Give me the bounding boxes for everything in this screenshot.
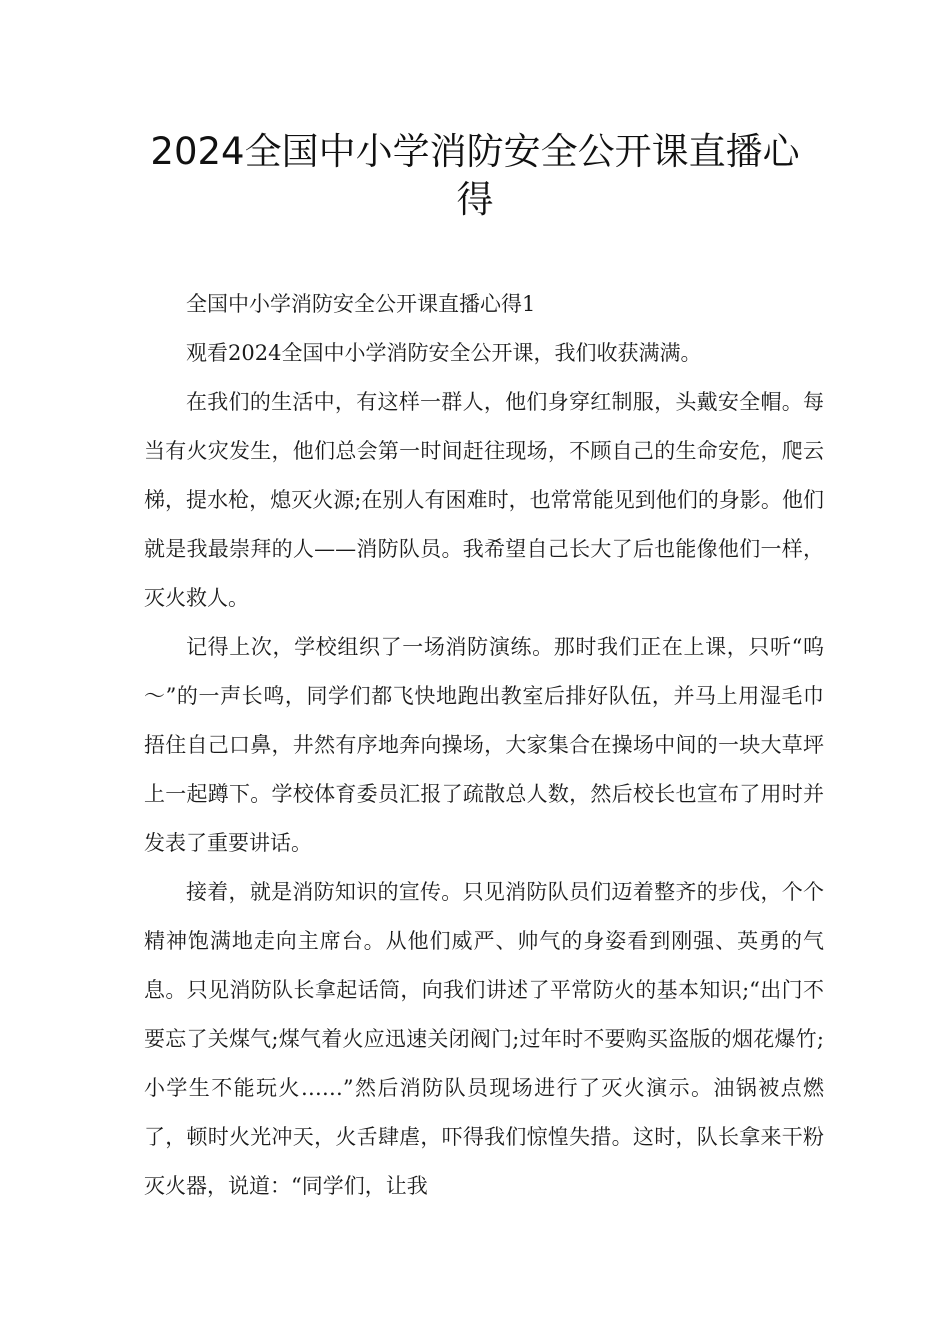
paragraph-firefighters: 在我们的生活中，有这样一群人，他们身穿红制服，头戴安全帽。每当有火灾发生，他们总会第一时间赶往现场，不顾自己的生命安危，爬云梯，提水枪，熄灭火源;在别人有困难时，也常常能见到他们的身影。他们就是我最崇拜的人——消防队员。我希望自己长大了后也能像他们一样，灭火救人。 [144, 390, 824, 610]
paragraph-intro: 观看2024全国中小学消防安全公开课，我们收获满满。 [186, 341, 702, 365]
title-line-1: 2024全国中小学消防安全公开课直播心 [150, 130, 800, 173]
paragraph-drill: 记得上次，学校组织了一场消防演练。那时我们正在上课，只听“呜～”的一声长鸣，同学们都飞快地跑出教室后排好队伍，并马上用湿毛巾捂住自己口鼻，井然有序地奔向操场，大家集合在操场中间的一块大草坪上一起蹲下。学校体育委员汇报了疏散总人数，然后校长也宣布了用时并发表了重要讲话。 [144, 635, 824, 855]
document-body [144, 280, 824, 1211]
document-title [120, 128, 830, 224]
title-line-2: 得 [456, 178, 494, 221]
paragraph-knowledge: 接着，就是消防知识的宣传。只见消防队员们迈着整齐的步伐，个个精神饱满地走向主席台。从他们威严、帅气的身姿看到刚强、英勇的气息。只见消防队长拿起话筒，向我们讲述了平常防火的基本知识;“出门不要忘了关煤气;煤气着火应迅速关闭阀门;过年时不要购买盗版的烟花爆竹;小学生不能玩火……”然后消防队员现场进行了灭火演示。油锅被点燃了，顿时火光冲天，火舌肆虐，吓得我们惊惶失措。这时，队长拿来干粉灭火器，说道：“同学们，让我 [144, 880, 824, 1198]
section-heading: 全国中小学消防安全公开课直播心得1 [186, 292, 536, 316]
